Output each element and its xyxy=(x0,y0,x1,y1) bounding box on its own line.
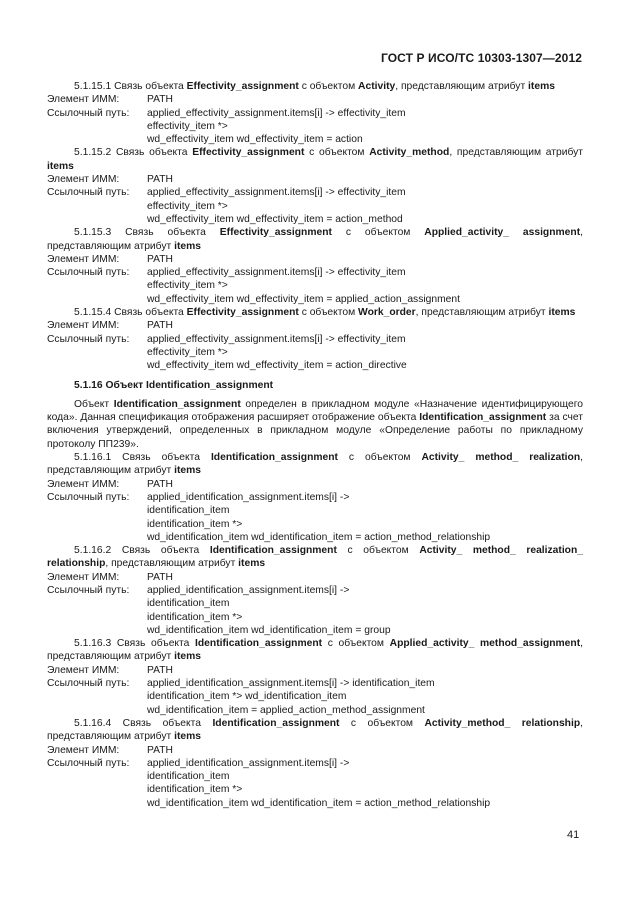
path-line: identification_item xyxy=(147,598,230,610)
path-line: wd_effectivity_item wd_effectivity_item = action xyxy=(147,134,363,146)
path-line: identification_item *> wd_identification_item xyxy=(147,691,347,703)
path-line: effectivity_item *> xyxy=(147,200,228,212)
path-row: Ссылочный путь: applied_effectivity_assignment.items[i] -> effectivity_item xyxy=(47,187,406,199)
path-line: identification_item *> xyxy=(147,611,243,623)
path-line: wd_effectivity_item wd_effectivity_item = action_method xyxy=(147,213,403,225)
element-row: Элемент ИММ: PATH xyxy=(47,744,173,756)
clause-heading: 5.1.16.4 Связь объекта Identification_assignment с объектом Activity_method_ relationship, представляющим атрибут items xyxy=(47,717,583,743)
intro-paragraph: Объект Identification_assignment определен в прикладном модуле «Назначение идентифицирующего кода». Данная спецификация отображения расширяет отображение объекта Identification_assignment за счет включения утверждений, определенных в прикладном модуле «Определение работы по прикладному протоколу ПП239». xyxy=(47,398,583,450)
clause-heading: 5.1.16.2 Связь объекта Identification_assignment с объектом Activity_ method_ realization_ relationship, представляющим атрибут items xyxy=(47,545,583,570)
path-line: identification_item xyxy=(147,505,230,517)
clause-heading: 5.1.15.2 Связь объекта Effectivity_assignment с объектом Activity_method, представляющим атрибут items xyxy=(47,147,583,172)
path-line: wd_effectivity_item wd_effectivity_item = action_directive xyxy=(147,360,407,372)
section-heading: 5.1.16 Объект Identification_assignment xyxy=(74,379,274,391)
path-line: wd_identification_item wd_identification_item = action_method_relationship xyxy=(147,797,491,809)
clause-heading: 5.1.15.1 Связь объекта Effectivity_assignment с объектом Activity, представляющим атрибут items xyxy=(74,81,555,92)
path-row: Ссылочный путь: applied_effectivity_assignment.items[i] -> effectivity_item xyxy=(47,267,406,279)
path-line: effectivity_item *> xyxy=(147,120,228,132)
path-row: Ссылочный путь: applied_identification_assignment.items[i] -> xyxy=(47,491,350,503)
element-row: Элемент ИММ: PATH xyxy=(47,320,173,332)
path-row: Ссылочный путь: applied_identification_assignment.items[i] -> xyxy=(47,757,350,769)
element-row: Элемент ИММ: PATH xyxy=(47,478,173,490)
element-row: Элемент ИММ: PATH xyxy=(47,94,173,106)
clause-heading: 5.1.15.4 Связь объекта Effectivity_assignment с объектом Work_order, представляющим атрибут items xyxy=(74,307,576,319)
page-number: 41 xyxy=(567,829,580,841)
page-content xyxy=(47,80,583,810)
path-row: Ссылочный путь: applied_effectivity_assignment.items[i] -> effectivity_item xyxy=(47,107,406,119)
element-row: Элемент ИММ: PATH xyxy=(47,174,173,186)
path-line: wd_identification_item wd_identification_item = action_method_relationship xyxy=(147,531,491,543)
path-line: identification_item *> xyxy=(147,784,243,796)
path-line: identification_item *> xyxy=(147,518,243,530)
clause-heading: 5.1.16.3 Связь объекта Identification_assignment с объектом Applied_activity_ method_assignment, представляющим атрибут items xyxy=(47,638,584,663)
path-line: effectivity_item *> xyxy=(147,346,228,358)
path-row: Ссылочный путь: applied_identification_assignment.items[i] -> xyxy=(47,584,350,596)
clause-heading: 5.1.15.3 Связь объекта Effectivity_assignment с объектом Applied_activity_ assignment, представляющим атрибут items xyxy=(47,227,583,252)
path-line: effectivity_item *> xyxy=(147,280,228,292)
page-header: ГОСТ Р ИСО/ТС 10303-1307—2012 xyxy=(381,51,582,65)
path-line: wd_effectivity_item wd_effectivity_item = applied_action_assignment xyxy=(147,293,460,305)
path-line: wd_identification_item wd_identification_item = group xyxy=(147,624,391,636)
path-row: Ссылочный путь: applied_effectivity_assignment.items[i] -> effectivity_item xyxy=(47,333,406,345)
path-line: identification_item xyxy=(147,771,230,783)
clause-heading: 5.1.16.1 Связь объекта Identification_assignment с объектом Activity_ method_ realization, представляющим атрибут items xyxy=(47,452,583,477)
element-row: Элемент ИММ: PATH xyxy=(47,664,173,676)
element-row: Элемент ИММ: PATH xyxy=(47,571,173,583)
path-row: Ссылочный путь: applied_identification_assignment.items[i] -> identification_item xyxy=(47,678,435,690)
element-row: Элемент ИММ: PATH xyxy=(47,253,173,265)
path-line: wd_identification_item = applied_action_method_assignment xyxy=(147,704,425,716)
